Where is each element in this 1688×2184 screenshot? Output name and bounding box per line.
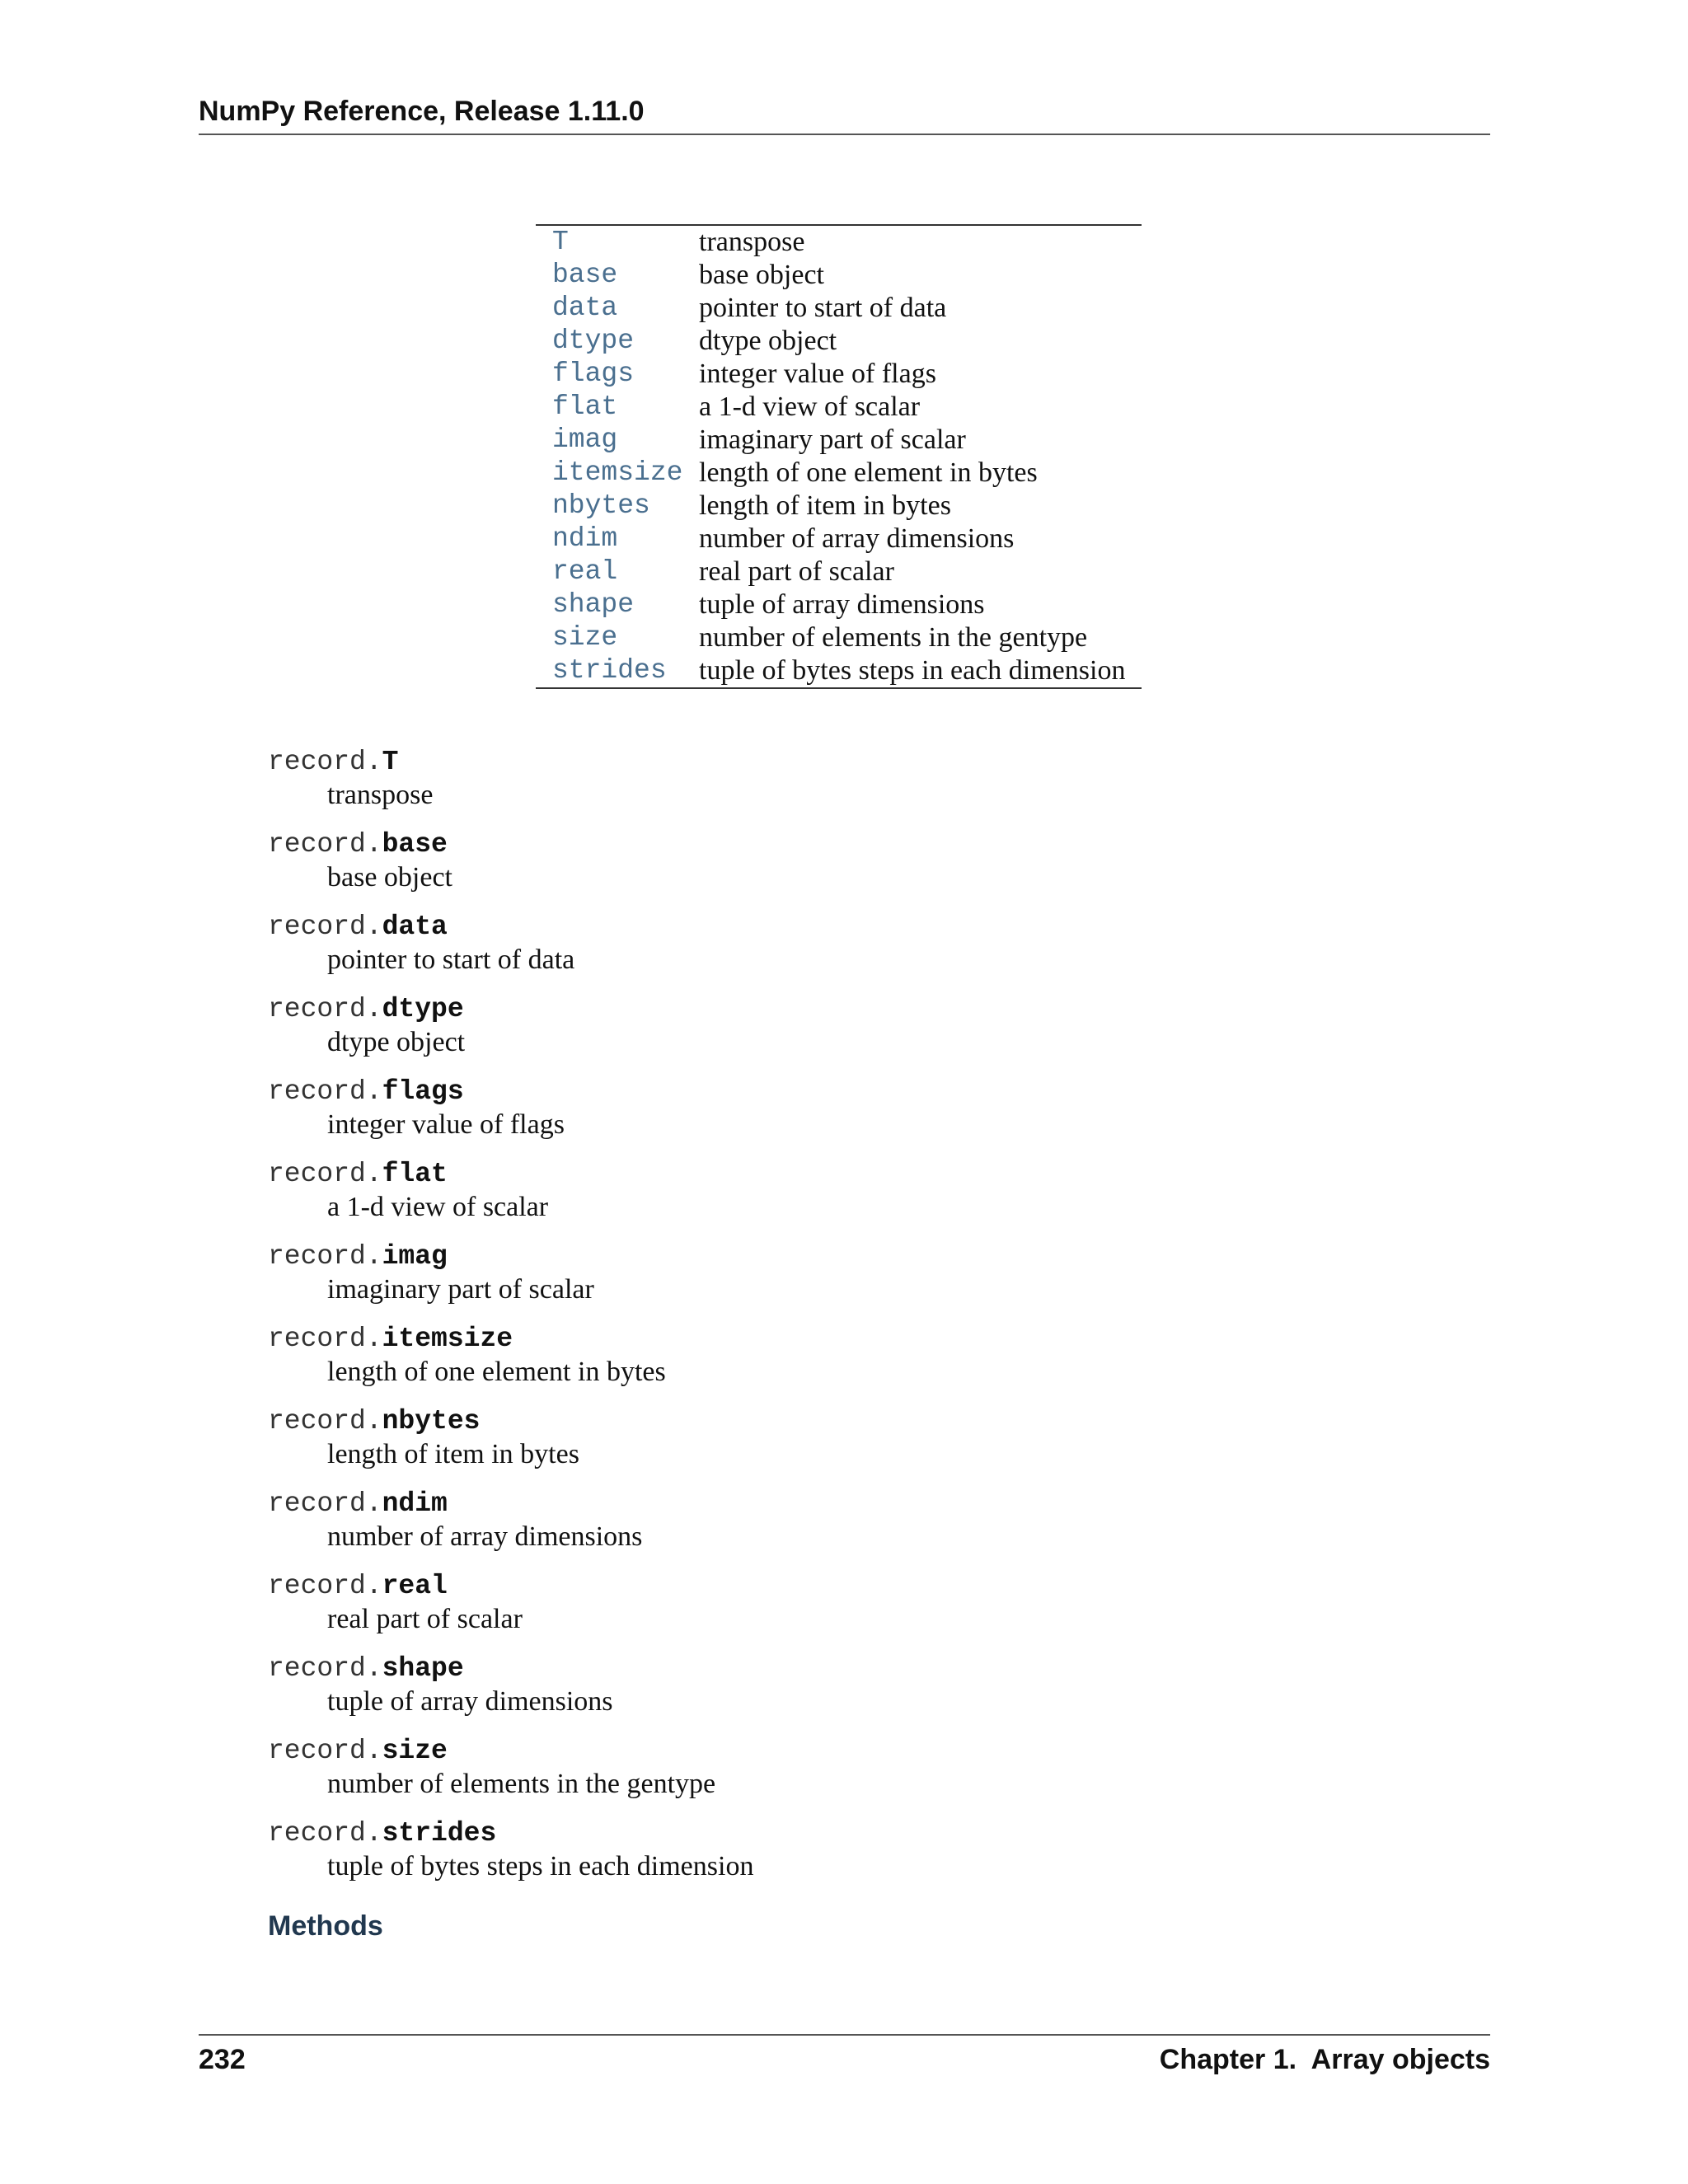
- summary-row: [536, 325, 1142, 358]
- attribute-signature: [268, 746, 1422, 779]
- summary-row: [536, 358, 1142, 391]
- summary-attr-link[interactable]: imag: [552, 424, 618, 455]
- attribute-signature: [268, 1488, 1422, 1521]
- attribute-description: length of one element in bytes: [327, 1357, 666, 1387]
- summary-row: [536, 621, 1142, 654]
- attribute-entry: [268, 1488, 1422, 1570]
- attribute-description: base object: [327, 862, 452, 893]
- attribute-prefix: record.: [268, 829, 382, 860]
- attribute-description: number of array dimensions: [327, 1521, 643, 1552]
- attribute-entry: [268, 828, 1422, 911]
- summary-attr-desc: dtype object: [699, 326, 837, 356]
- summary-attr-desc: tuple of array dimensions: [699, 589, 985, 620]
- summary-row: [536, 424, 1142, 457]
- summary-row: [536, 490, 1142, 523]
- attribute-prefix: record.: [268, 1241, 382, 1272]
- attribute-entry: [268, 1323, 1422, 1405]
- attribute-name: imag: [382, 1241, 448, 1272]
- summary-attr-desc: real part of scalar: [699, 556, 894, 587]
- summary-row: [536, 391, 1142, 424]
- summary-attr-link[interactable]: real: [552, 556, 618, 587]
- summary-row: [536, 457, 1142, 490]
- attribute-prefix: record.: [268, 1159, 382, 1189]
- summary-attr-desc: integer value of flags: [699, 359, 936, 389]
- summary-row: [536, 225, 1142, 259]
- attribute-entry: [268, 1652, 1422, 1735]
- summary-attr-desc: number of elements in the gentype: [699, 622, 1088, 653]
- summary-row: [536, 292, 1142, 325]
- summary-row: [536, 555, 1142, 588]
- attribute-prefix: record.: [268, 1653, 382, 1684]
- page-header: [199, 92, 1490, 135]
- attribute-signature: [268, 1735, 1422, 1768]
- attribute-name: ndim: [382, 1488, 448, 1519]
- attributes-summary-table: [536, 224, 1142, 689]
- attribute-prefix: record.: [268, 1736, 382, 1766]
- summary-attr-desc: length of one element in bytes: [699, 457, 1038, 488]
- attribute-prefix: record.: [268, 994, 382, 1024]
- attribute-name: nbytes: [382, 1406, 481, 1436]
- summary-attr-link[interactable]: ndim: [552, 523, 618, 554]
- attribute-signature: [268, 1817, 1422, 1850]
- attribute-signature: [268, 1240, 1422, 1273]
- attribute-entry: [268, 993, 1422, 1076]
- summary-attr-desc: a 1-d view of scalar: [699, 391, 921, 422]
- attribute-description: real part of scalar: [327, 1604, 523, 1634]
- attribute-prefix: record.: [268, 1406, 382, 1436]
- attribute-signature: [268, 911, 1422, 944]
- attribute-entry: [268, 1240, 1422, 1323]
- summary-attr-desc: transpose: [699, 227, 805, 257]
- methods-heading: Methods: [268, 1910, 383, 1942]
- summary-attr-desc: pointer to start of data: [699, 293, 947, 323]
- summary-row: [536, 654, 1142, 688]
- summary-attr-link[interactable]: data: [552, 293, 618, 323]
- summary-attr-link[interactable]: nbytes: [552, 490, 650, 521]
- attribute-entry: [268, 1158, 1422, 1240]
- attribute-name: shape: [382, 1653, 464, 1684]
- summary-attr-link[interactable]: base: [552, 260, 618, 290]
- attribute-description: length of item in bytes: [327, 1439, 579, 1469]
- attribute-description: tuple of bytes steps in each dimension: [327, 1851, 754, 1882]
- attribute-signature: [268, 993, 1422, 1026]
- attribute-prefix: record.: [268, 912, 382, 942]
- summary-attr-link[interactable]: flags: [552, 359, 635, 389]
- summary-attr-link[interactable]: size: [552, 622, 618, 653]
- attribute-description: integer value of flags: [327, 1109, 565, 1140]
- summary-row: [536, 259, 1142, 292]
- attribute-description: transpose: [327, 780, 434, 810]
- summary-attr-desc: length of item in bytes: [699, 490, 951, 521]
- chapter-title: Chapter 1. Array objects: [1159, 2044, 1490, 2075]
- attribute-signature: [268, 1570, 1422, 1603]
- attribute-description: tuple of array dimensions: [327, 1686, 613, 1717]
- attribute-entry: [268, 1405, 1422, 1488]
- summary-attr-desc: number of array dimensions: [699, 523, 1015, 554]
- attribute-prefix: record.: [268, 1571, 382, 1601]
- page-header-title: NumPy Reference, Release 1.11.0: [199, 96, 645, 127]
- attribute-description: number of elements in the gentype: [327, 1769, 716, 1799]
- summary-attr-link[interactable]: dtype: [552, 326, 635, 356]
- attribute-definitions: [268, 746, 1422, 1900]
- attribute-description: pointer to start of data: [327, 944, 575, 975]
- attribute-description: imaginary part of scalar: [327, 1274, 594, 1305]
- attribute-entry: [268, 746, 1422, 828]
- attribute-signature: [268, 1405, 1422, 1438]
- attribute-prefix: record.: [268, 1818, 382, 1849]
- attribute-prefix: record.: [268, 1324, 382, 1354]
- attribute-prefix: record.: [268, 747, 382, 777]
- attribute-description: dtype object: [327, 1027, 466, 1057]
- summary-attr-desc: base object: [699, 260, 824, 290]
- attribute-name: flat: [382, 1159, 448, 1189]
- attribute-entry: [268, 911, 1422, 993]
- attribute-signature: [268, 1158, 1422, 1191]
- attribute-entry: [268, 1735, 1422, 1817]
- attribute-name: size: [382, 1736, 448, 1766]
- attribute-entry: [268, 1817, 1422, 1900]
- attribute-name: flags: [382, 1076, 464, 1107]
- attribute-name: itemsize: [382, 1324, 513, 1354]
- attribute-signature: [268, 1323, 1422, 1356]
- attribute-name: base: [382, 829, 448, 860]
- summary-attr-link[interactable]: strides: [552, 655, 667, 686]
- summary-attr-desc: tuple of bytes steps in each dimension: [699, 655, 1126, 686]
- attribute-name: real: [382, 1571, 448, 1601]
- attribute-signature: [268, 1076, 1422, 1108]
- summary-attr-link[interactable]: shape: [552, 589, 635, 620]
- attribute-name: data: [382, 912, 448, 942]
- attribute-description: a 1-d view of scalar: [327, 1192, 549, 1222]
- attribute-signature: [268, 1652, 1422, 1685]
- attribute-name: strides: [382, 1818, 497, 1849]
- attribute-prefix: record.: [268, 1488, 382, 1519]
- summary-attr-link[interactable]: flat: [552, 391, 618, 422]
- attribute-signature: [268, 828, 1422, 861]
- page-number: 232: [199, 2044, 246, 2075]
- attribute-entry: [268, 1570, 1422, 1652]
- attribute-name: T: [382, 747, 399, 777]
- attribute-entry: [268, 1076, 1422, 1158]
- summary-attr-desc: imaginary part of scalar: [699, 424, 966, 455]
- attribute-prefix: record.: [268, 1076, 382, 1107]
- summary-row: [536, 523, 1142, 555]
- page-footer: [199, 2034, 1490, 2079]
- summary-attr-link[interactable]: T: [552, 227, 569, 257]
- summary-attr-link[interactable]: itemsize: [552, 457, 683, 488]
- attribute-name: dtype: [382, 994, 464, 1024]
- summary-row: [536, 588, 1142, 621]
